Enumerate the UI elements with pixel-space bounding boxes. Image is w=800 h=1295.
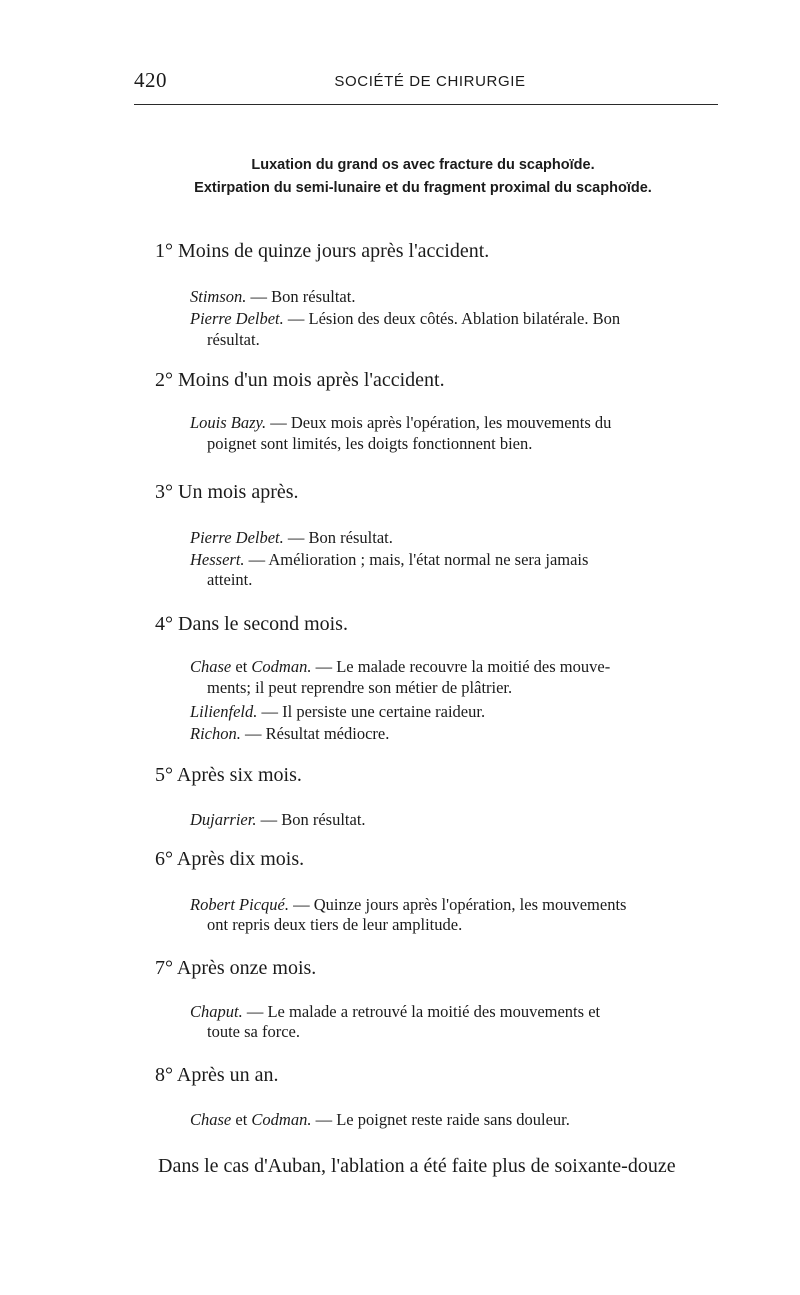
entry-text: — Bon résultat. — [246, 287, 356, 306]
entry-author: Richon. — [190, 724, 241, 743]
entry-text: — Il persiste une certaine raideur. — [257, 702, 486, 721]
entry-author: Louis Bazy. — [190, 413, 267, 432]
entry-text: — Le malade recouvre la moitié des mouve- — [311, 657, 611, 676]
section-heading-4: 4° Dans le second mois. — [155, 613, 348, 635]
section-heading-2: 2° Moins d'un mois après l'accident. — [155, 369, 445, 391]
entry — [190, 411, 722, 434]
section-heading-3: 3° Un mois après. — [155, 481, 299, 503]
entry-author: Robert Picqué. — [190, 895, 289, 914]
entry-continuation: ments; il peut reprendre son métier de plâtrier. — [207, 678, 513, 697]
entry-text: — Bon résultat. — [256, 810, 366, 829]
section-heading-5: 5° Après six mois. — [155, 764, 302, 786]
entry-author: Dujarrier. — [190, 810, 257, 829]
entry-text: — Le poignet reste raide sans douleur. — [311, 1110, 570, 1129]
entry — [190, 285, 722, 308]
entry — [190, 307, 722, 330]
body-paragraph: Dans le cas d'Auban, l'ablation a été faite plus de soixante-douze — [158, 1155, 676, 1177]
entry-connector: et — [231, 1110, 252, 1129]
section-heading-6: 6° Après dix mois. — [155, 848, 305, 870]
entry-text: — Quinze jours après l'opération, les mouvements — [288, 895, 627, 914]
entry — [190, 1000, 722, 1023]
entry — [190, 893, 722, 916]
entry-text: — Bon résultat. — [283, 528, 393, 547]
entry-author: Stimson. — [190, 287, 247, 306]
entry-text: — Le malade a retrouvé la moitié des mouvements et — [242, 1002, 601, 1021]
entry-author: Chase — [190, 657, 232, 676]
entry — [190, 700, 722, 723]
entry-connector: et — [231, 657, 252, 676]
entry-continuation: résultat. — [207, 330, 260, 349]
entry — [190, 722, 722, 745]
entry-author: Lilienfeld. — [190, 702, 258, 721]
section-heading-8: 8° Après un an. — [155, 1064, 279, 1086]
entry-continuation: toute sa force. — [207, 1022, 300, 1041]
entry-author: Pierre Delbet. — [190, 309, 284, 328]
section-heading-1: 1° Moins de quinze jours après l'accident. — [155, 240, 490, 262]
entry — [190, 808, 722, 831]
table-title-line-2: Extirpation du semi-lunaire et du fragment proximal du scaphoïde. — [194, 180, 652, 196]
entry-author: Chase — [190, 1110, 232, 1129]
entry — [190, 526, 722, 549]
entry — [190, 655, 722, 678]
entry-author: Codman. — [251, 1110, 312, 1129]
entry-text: — Résultat médiocre. — [240, 724, 390, 743]
entry-author: Hessert. — [190, 550, 245, 569]
entry-text: — Deux mois après l'opération, les mouvements du — [266, 413, 612, 432]
entry-text: — Lésion des deux côtés. Ablation bilatérale. Bon — [283, 309, 621, 328]
entry — [190, 548, 722, 571]
entry — [190, 1108, 722, 1131]
entry-author: Chaput. — [190, 1002, 243, 1021]
entry-continuation: poignet sont limités, les doigts fonctionnent bien. — [207, 434, 533, 453]
entry-continuation: atteint. — [207, 570, 253, 589]
section-heading-7: 7° Après onze mois. — [155, 957, 317, 979]
entry-continuation: ont repris deux tiers de leur amplitude. — [207, 915, 463, 934]
page-number: 420 — [134, 68, 167, 92]
table-title-line-1: Luxation du grand os avec fracture du scaphoïde. — [251, 157, 595, 173]
entry-author: Pierre Delbet. — [190, 528, 284, 547]
entry-text: — Amélioration ; mais, l'état normal ne sera jamais — [244, 550, 589, 569]
entry-author: Codman. — [251, 657, 312, 676]
header-rule — [134, 104, 718, 105]
running-title: SOCIÉTÉ DE CHIRURGIE — [334, 73, 526, 90]
